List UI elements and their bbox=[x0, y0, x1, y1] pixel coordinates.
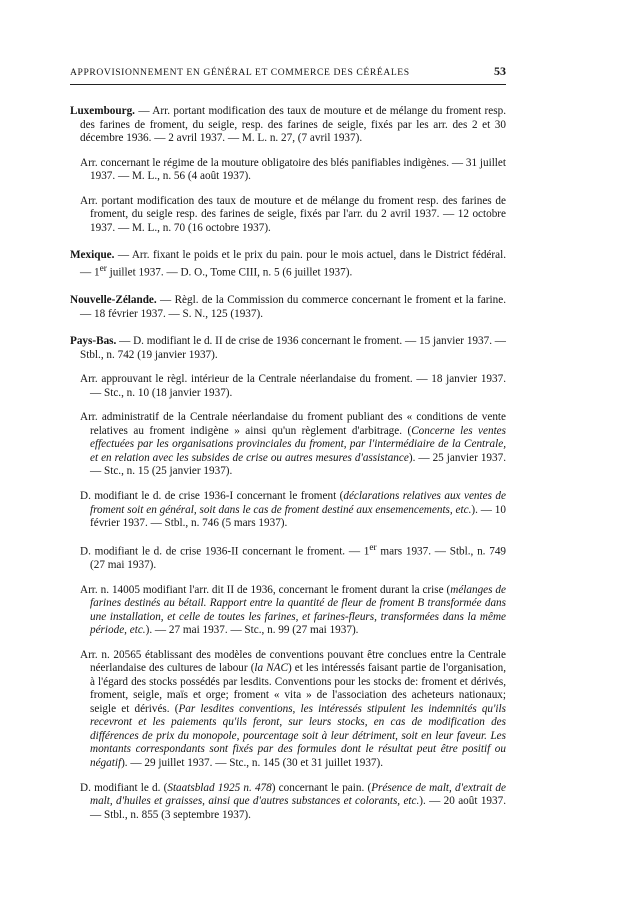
entry-luxembourg-3: Arr. portant modification des taux de mouture et de mélange du froment resp. des farines de froment, du seigle resp. des farines de seigle, fixés par l'arr. du 2 avril 1937. — 12 octobre 1937. — M. L., n. 70 (16 octobre 1937). bbox=[80, 194, 506, 234]
entry-pays-bas-3: Arr. administratif de la Centrale néerlandaise du froment publiant des « conditions de vente relatives au froment indigène » ainsi qu'un règlement d'arbitrage. (Concerne les ventes effectuées par les organisations provinciales du froment, par l'intermédiaire de la Centrale, et en relation avec les subsides de crise ou autres mesures d'assistance). — 25 janvier 1937. — Stc., n. 15 (25 janvier 1937). bbox=[80, 411, 507, 478]
document-body bbox=[70, 105, 506, 822]
page bbox=[70, 64, 506, 830]
country-name: Pays-Bas. bbox=[70, 335, 117, 348]
entry-pays-bas-8: D. modifiant le d. (Staatsblad 1925 n. 478) concernant le pain. (Présence de malt, d'extrait de malt, d'huiles et graisses, ainsi que d'autres substances et colorants, etc.). — 20 août 1937. — Stbl., n. 855 (3 septembre 1937). bbox=[80, 781, 506, 821]
country-name: Mexique. bbox=[70, 249, 115, 262]
entry-luxembourg-2: Arr. concernant le régime de la mouture obligatoire des blés panifiables indigènes. — 31 juillet 1937. — M. L., n. 56 (4 août 1937). bbox=[80, 156, 506, 183]
country-name: Luxembourg. bbox=[70, 105, 135, 117]
entry-pays-bas-5: D. modifiant le d. de crise 1936-II concernant le froment. — 1er mars 1937. — Stbl., n. 749 (27 mai 1937). bbox=[80, 542, 507, 572]
entry-pays-bas-1: Pays-Bas. — D. modifiant le d. II de crise de 1936 concernant le froment. — 15 janvier 1937. — Stbl., n. 742 (19 janvier 1937). bbox=[70, 335, 506, 361]
entry-nouvelle-zelande: Nouvelle-Zélande. — Règl. de la Commission du commerce concernant le froment et la farine. — 18 février 1937. — S. N., 125 (1937). bbox=[70, 294, 506, 320]
entry-pays-bas-2: Arr. approuvant le règl. intérieur de la Centrale néerlandaise du froment. — 18 janvier 1937. — Stc., n. 10 (18 janvier 1937). bbox=[80, 373, 506, 399]
entry-luxembourg-1: Luxembourg. — Arr. portant modification des taux de mouture et de mélange du froment resp. des farines de froment, du seigle, resp. des farines de seigle, fixés par les arr. des 2 et 30 décembre 1936. — 2 avril 1937. — M. L. n. 27, (7 avril 1937). bbox=[70, 105, 506, 144]
entry-pays-bas-7: Arr. n. 20565 établissant des modèles de conventions pouvant être conclues entre la Centrale néerlandaise des cultures de labour (la NAC) et les intéressés faisant partie de l'organisation, à l'égard des stocks possédés par lesdits. Conventions pour les stocks de: froment et dérivés, froment, seigle, maïs et orge; froment « vita » de l'association des acheteurs nationaux; seigle et dérivés. (Par lesdites conventions, les intéressés stipulent les indemnités qu'ils recevront et les paiements qu'ils feront, sur leurs stocks, en cas de modification des différences de prix du monopole, pourcentage soit à leur détriment, soit en leur faveur. Les montants correspondants sont fixés par des formules dont le résultat peut être positif ou négatif). — 29 juillet 1937. — Stc., n. 145 (30 et 31 juillet 1937). bbox=[80, 648, 506, 769]
running-title: APPROVISIONNEMENT EN GÉNÉRAL ET COMMERCE DES CÉRÉALES bbox=[70, 67, 410, 78]
entry-mexique: Mexique. — Arr. fixant le poids et le prix du pain. pour le mois actuel, dans le District fédéral. — 1er juillet 1937. — D. O., Tome CIII, n. 5 (6 juillet 1937). bbox=[70, 249, 506, 279]
page-number: 53 bbox=[494, 64, 506, 78]
entry-pays-bas-4: D. modifiant le d. de crise 1936-I concernant le froment (déclarations relatives aux ventes de froment soit en général, soit dans le cas de froment destiné aux ensemencements, etc.). — 10 février 1937. — Stbl., n. 746 (5 mars 1937). bbox=[80, 490, 506, 530]
header-rule bbox=[70, 84, 506, 85]
country-name: Nouvelle-Zélande. bbox=[70, 294, 157, 307]
running-header bbox=[70, 64, 506, 80]
entry-pays-bas-6: Arr. n. 14005 modifiant l'arr. dit II de 1936, concernant le froment durant la crise (mélanges de farines destinés au bétail. Rapport entre la quantité de fleur de froment B transformée dans une installation, et celle de toutes les farines, et farines-fleurs, transformées dans la même période, etc.). — 27 mai 1937. — Stc., n. 99 (27 mai 1937). bbox=[80, 583, 506, 637]
